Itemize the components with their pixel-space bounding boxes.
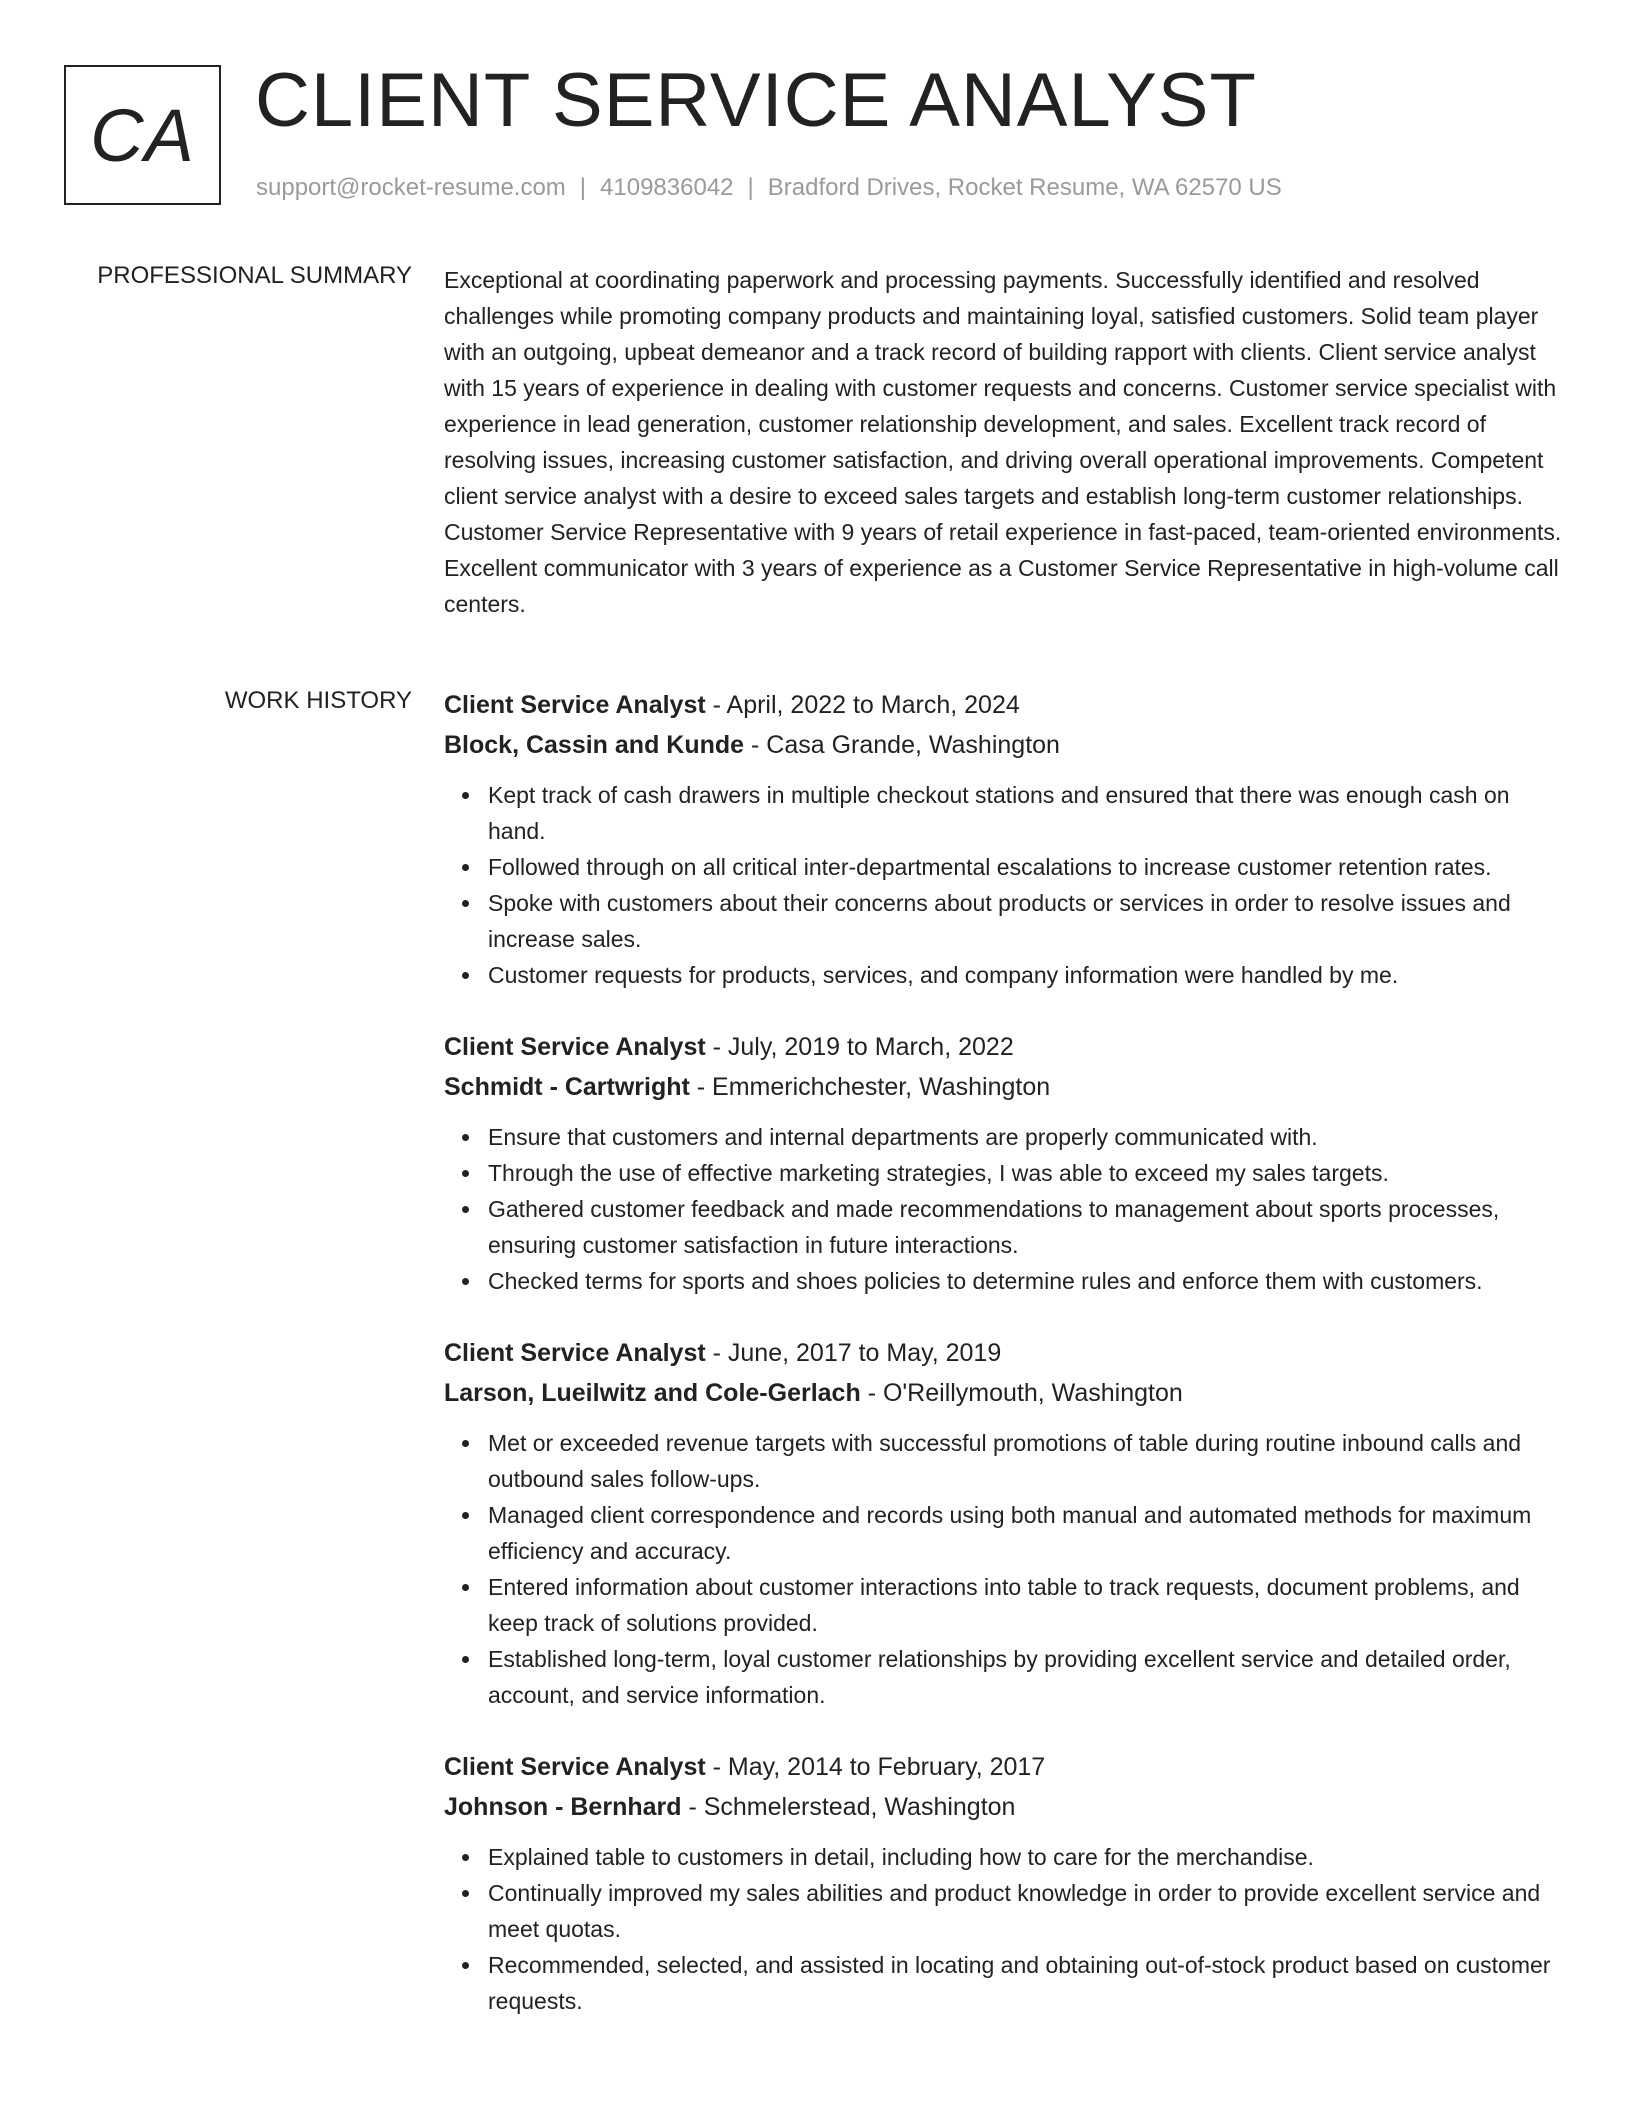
job-location: - O'Reillymouth, Washington (860, 1379, 1183, 1407)
job-location: - Emmerichchester, Washington (689, 1073, 1051, 1101)
job-bullet: Explained table to customers in detail, including how to care for the merchandise. (488, 1839, 1564, 1875)
job-bullet-list (444, 1119, 1564, 1299)
job-title: Client Service Analyst (444, 1753, 706, 1781)
job-bullet: Met or exceeded revenue targets with successful promotions of table during routine inbound calls and outbound sales follow-ups. (488, 1425, 1564, 1497)
summary-text: Exceptional at coordinating paperwork and processing payments. Successfully identified and resolved challenges while promoting company products and maintaining loyal, satisfied customers. Solid team player with an outgoing, upbeat demeanor and a track record of building rapport with clients. Client service analyst with 15 years of experience in dealing with customer requests and concerns. Customer service specialist with experience in lead generation, customer relationship development, and sales. Excellent track record of resolving issues, increasing customer satisfaction, and driving overall operational improvements. Competent client service analyst with a desire to exceed sales targets and establish long-term customer relationships. Customer Service Representative with 9 years of retail experience in fast-paced, team-oriented environments. Excellent communicator with 3 years of experience as a Customer Service Representative in high-volume call centers. (444, 267, 1562, 617)
section-label-summary: PROFESSIONAL SUMMARY (97, 262, 412, 289)
job-title-line (444, 1027, 1564, 1067)
job-bullet: Customer requests for products, services, and company information were handled by me. (488, 957, 1564, 993)
job-bullet: Checked terms for sports and shoes policies to determine rules and enforce them with customers. (488, 1263, 1564, 1299)
job-title-line (444, 685, 1564, 725)
section-label-work-history: WORK HISTORY (224, 687, 412, 714)
job-bullet-list (444, 1839, 1564, 2019)
job-bullet: Followed through on all critical inter-departmental escalations to increase customer retention rates. (488, 849, 1564, 885)
job-location: - Casa Grande, Washington (744, 731, 1060, 759)
job-title: Client Service Analyst (444, 1339, 706, 1367)
monogram-logo: CA (64, 65, 221, 205)
job-bullet-list (444, 1425, 1564, 1713)
job-bullet: Continually improved my sales abilities and product knowledge in order to provide excellent service and meet quotas. (488, 1875, 1564, 1947)
job-company: Larson, Lueilwitz and Cole-Gerlach (444, 1379, 861, 1407)
job-company: Block, Cassin and Kunde (444, 731, 745, 759)
job-bullet-list (444, 777, 1564, 993)
job-entry (444, 1333, 1564, 1713)
job-bullet: Kept track of cash drawers in multiple checkout stations and ensured that there was enough cash on hand. (488, 777, 1564, 849)
job-title: Client Service Analyst (444, 1033, 706, 1061)
job-entry (444, 685, 1564, 993)
job-location: - Schmelerstead, Washington (681, 1793, 1016, 1821)
job-title-line (444, 1333, 1564, 1373)
job-bullet: Recommended, selected, and assisted in locating and obtaining out-of-stock product based on customer requests. (488, 1947, 1564, 2019)
job-bullet: Through the use of effective marketing strategies, I was able to exceed my sales targets. (488, 1155, 1564, 1191)
work-history-body (444, 685, 1564, 2053)
job-bullet: Gathered customer feedback and made recommendations to management about sports processes, ensuring customer satisfaction in future interactions. (488, 1191, 1564, 1263)
job-title: Client Service Analyst (444, 691, 706, 719)
job-bullet: Established long-term, loyal customer relationships by providing excellent service and detailed order, account, and service information. (488, 1641, 1564, 1713)
job-bullet: Ensure that customers and internal departments are properly communicated with. (488, 1119, 1564, 1155)
job-dates: - May, 2014 to February, 2017 (705, 1753, 1046, 1781)
job-title-line (444, 1747, 1564, 1787)
job-company-line (444, 1787, 1564, 1827)
job-dates: - July, 2019 to March, 2022 (705, 1033, 1014, 1061)
job-dates: - April, 2022 to March, 2024 (705, 691, 1020, 719)
job-company-line (444, 725, 1564, 765)
page-title: CLIENT SERVICE ANALYST (255, 58, 1257, 143)
job-company: Johnson - Bernhard (444, 1793, 682, 1821)
summary-body (444, 262, 1564, 622)
contact-phone: 4109836042 (600, 174, 734, 201)
contact-separator: | (579, 174, 587, 201)
job-bullet: Spoke with customers about their concerns about products or services in order to resolve issues and increase sales. (488, 885, 1564, 957)
job-bullet: Managed client correspondence and records using both manual and automated methods for maximum efficiency and accuracy. (488, 1497, 1564, 1569)
contact-separator: | (747, 174, 754, 201)
job-company-line (444, 1067, 1564, 1107)
job-bullet: Entered information about customer interactions into table to track requests, document problems, and keep track of solutions provided. (488, 1569, 1564, 1641)
contact-email: support@rocket-resume.com (256, 174, 566, 201)
contact-address: Bradford Drives, Rocket Resume, WA 62570 US (767, 174, 1282, 201)
job-dates: - June, 2017 to May, 2019 (705, 1339, 1002, 1367)
job-entry (444, 1747, 1564, 2019)
job-company: Schmidt - Cartwright (444, 1073, 690, 1101)
job-company-line (444, 1373, 1564, 1413)
contact-info (256, 174, 1282, 202)
job-entry (444, 1027, 1564, 1299)
